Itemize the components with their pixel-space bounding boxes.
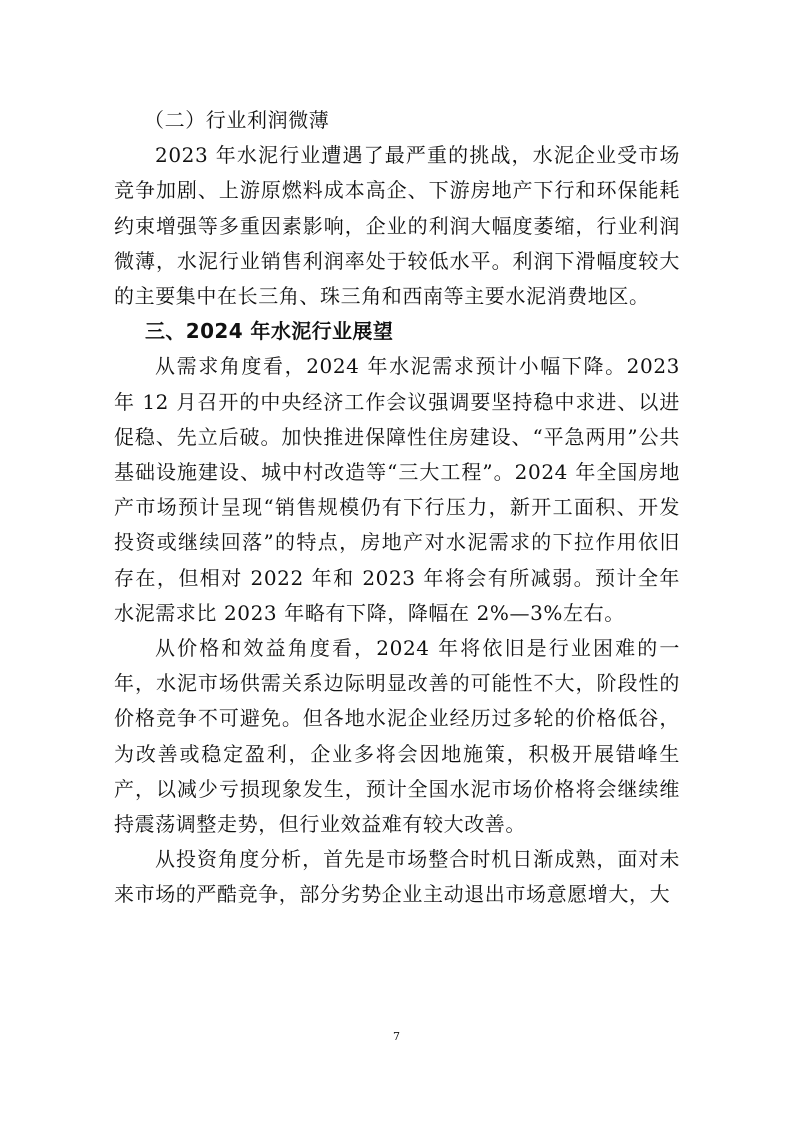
paragraph-price: 从价格和效益角度看，2024 年将依旧是行业困难的一年，水泥市场供需关系边际明显改善的可能性不大，阶段性的价格竞争不可避免。但各地水泥企业经历过多轮的价格低谷，为改善或稳定盈利，企业多将会因地施策，积极开展错峰生产，以减少亏损现象发生，预计全国水泥市场价格将会继续维持震荡调整走势，但行业效益难有较大改善。 (114, 636, 680, 837)
paragraph-profit: 2023 年水泥行业遭遇了最严重的挑战，水泥企业受市场竞争加剧、上游原燃料成本高企、下游房地产下行和环保能耗约束增强等多重因素影响，企业的利润大幅度萎缩，行业利润微薄，水泥行业销售利润率处于较低水平。利润下滑幅度较大的主要集中在长三角、珠三角和西南等主要水泥消费地区。 (114, 143, 680, 309)
section-3-heading: 三、2024 年水泥行业展望 (145, 319, 394, 344)
page-number: 7 (393, 1030, 400, 1043)
paragraph-investment: 从投资角度分析，首先是市场整合时机日渐成熟，面对未来市场的严酷竞争，部分劣势企业主动退出市场意愿增大，大 (114, 847, 680, 907)
section-2-heading: （二）行业利润微薄 (144, 108, 330, 132)
document-body (114, 103, 680, 913)
paragraph-demand: 从需求角度看，2024 年水泥需求预计小幅下降。2023 年 12 月召开的中央经济工作会议强调要坚持稳中求进、以进促稳、先立后破。加快推进保障性住房建设、“平急两用”公共基础设施建设、城中村改造等“三大工程”。2024 年全国房地产市场预计呈现“销售规模仍有下行压力，新开工面积、开发投资或继续回落”的特点，房地产对水泥需求的下拉作用依旧存在，但相对 2022 年和 2023 年将会有所减弱。预计全年水泥需求比 2023 年略有下降，降幅在 2%—3%左右。 (114, 354, 680, 625)
